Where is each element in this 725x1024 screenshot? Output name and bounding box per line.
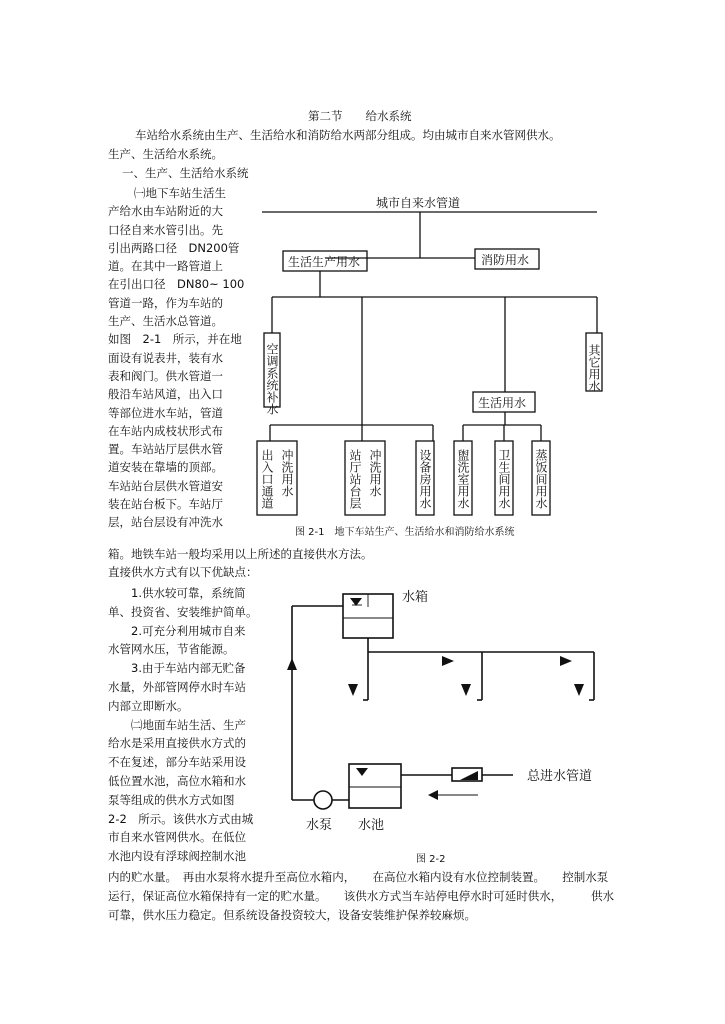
- fig1-top-label: 城市自来水管道: [376, 196, 461, 210]
- fig1-equipment-label: 设备房用水: [418, 449, 432, 509]
- final-line-3: 可靠，供水压力稳定。但系统设备投资较大，设备安装维护保养较麻烦。: [108, 908, 476, 922]
- para2-line: 给水是采用直接供水方式的: [108, 736, 246, 751]
- para2-line: 水管网水压，节省能源。: [108, 642, 235, 657]
- para1-line: 置。车站站厅层供水管: [108, 442, 223, 457]
- fig1-wash-platform-label: 冲洗用水: [368, 449, 382, 497]
- para1-line: 般沿车站风道，出入口: [108, 387, 223, 402]
- para1-line: 口径自来水管引出。先: [108, 222, 223, 237]
- para2-line: 3.由于车站内部无贮备: [108, 661, 246, 676]
- fig1-domestic-label: 生活用水: [478, 396, 527, 410]
- fig1-exit-passage-label: 出入口通道: [260, 449, 274, 509]
- fig1-steam-label: 蒸饭间用水: [534, 449, 548, 509]
- final-line-2: 运行，保证高位水箱保持有一定的贮水量。 该供水方式当车站停电停水时可延时供水， 供水: [108, 889, 614, 903]
- para1-line: 车站站台层供水管道安: [108, 478, 223, 493]
- fig2-pool-label: 水池: [358, 818, 385, 833]
- para1-line: 如图 2-1 所示，并在地: [108, 332, 242, 347]
- para1-line: 道。在其中一路管道上: [108, 259, 223, 274]
- final-line-1: 内的贮水量。 再由水泵将水提升至高位水箱内， 在高位水箱内设有水位控制装置。 控制水泵: [108, 870, 609, 884]
- para2-line: 内部立即断水。: [108, 698, 189, 713]
- intro-line-2: 生产、生活给水系统。: [108, 147, 223, 161]
- fig1-caption: 图 2-1 地下车站生产、生活给水和消防给水系统: [295, 527, 515, 538]
- para1-line: 产给水由车站附近的大: [108, 204, 223, 219]
- para1-line: 表和阀门。供水管道一: [108, 368, 223, 383]
- fig2-tank-label: 水箱: [402, 590, 429, 605]
- para1-end: 箱。地铁车站一般均采用以上所述的直接供水方法。: [108, 547, 373, 561]
- para2-line: 2.可充分利用城市自来: [108, 623, 246, 638]
- para2-line: 水量，外部管网停水时车站: [108, 679, 246, 694]
- para1-line: 在引出口径 DN80~ 100: [108, 277, 245, 292]
- intro-line-1: 车站给水系统由生产、生活给水和消防给水两部分组成。均由城市自来水管网供水。: [135, 128, 561, 142]
- para2-line: 水池内设有浮球阀控制水池: [108, 849, 246, 864]
- advantages-intro: 直接供水方式有以下优缺点：: [108, 565, 258, 579]
- section1-title: 一、生产、生活给水系统: [122, 166, 249, 180]
- para1-line: 引出两路口径 DN200管: [108, 240, 240, 255]
- para1-line: 装在站台板下。车站厅: [108, 497, 223, 512]
- para1-line: 管道一路，作为车站的: [108, 295, 223, 310]
- para1-line: 等部位进水车站，管道: [108, 405, 223, 420]
- para2-line: 泵等组成的供水方式如图: [108, 792, 235, 807]
- para2-line: 2-2 所示。该供水方式由城: [108, 811, 254, 826]
- para2-line: ㈡地面车站生活、生产: [108, 717, 246, 732]
- fig1-platform-levels-label: 站厅站台层: [348, 449, 362, 509]
- para1-line: ㈠地下车站生活生: [134, 186, 226, 200]
- fig1-production-label: 生活生产用水: [288, 255, 361, 269]
- fig1-toilet-label: 卫生间用水: [497, 449, 511, 509]
- para1-line: 在车站内成枝状形式布: [108, 423, 223, 438]
- para1-line: 生产、生活水总管道。: [108, 314, 223, 329]
- para1-line: 面设有说表井，装有水: [108, 350, 223, 365]
- section-heading: 第二节 给水系统: [308, 109, 412, 123]
- fig1-fire-label: 消防用水: [481, 253, 530, 267]
- fig1-washroom-label: 盥洗室用水: [456, 449, 470, 509]
- fig2-caption: 图 2-2: [416, 854, 446, 865]
- fig2-main-pipe-label: 总进水管道: [527, 769, 593, 784]
- para2-line: 1.供水较可靠，系统简: [108, 586, 246, 600]
- fig1-other-label: 其它用水: [587, 344, 601, 392]
- para2-line: 单、投资省、安装维护简单。: [108, 604, 258, 619]
- para1-line: 道安装在靠墙的顶部。: [108, 460, 223, 475]
- fig1-wash-exit-label: 冲洗用水: [280, 449, 294, 497]
- para2-line: 低位置水池，高位水箱和水: [108, 773, 246, 788]
- para2-line: 不在复述，部分车站采用设: [108, 755, 246, 770]
- para2-line: 市自来水管网供水。在低位: [108, 830, 246, 845]
- fig2-pump-label: 水泵: [306, 818, 333, 833]
- fig1-ac-label: 空调系统补水: [265, 343, 279, 415]
- para1-line: 层，站台层设有冲洗水: [108, 515, 223, 530]
